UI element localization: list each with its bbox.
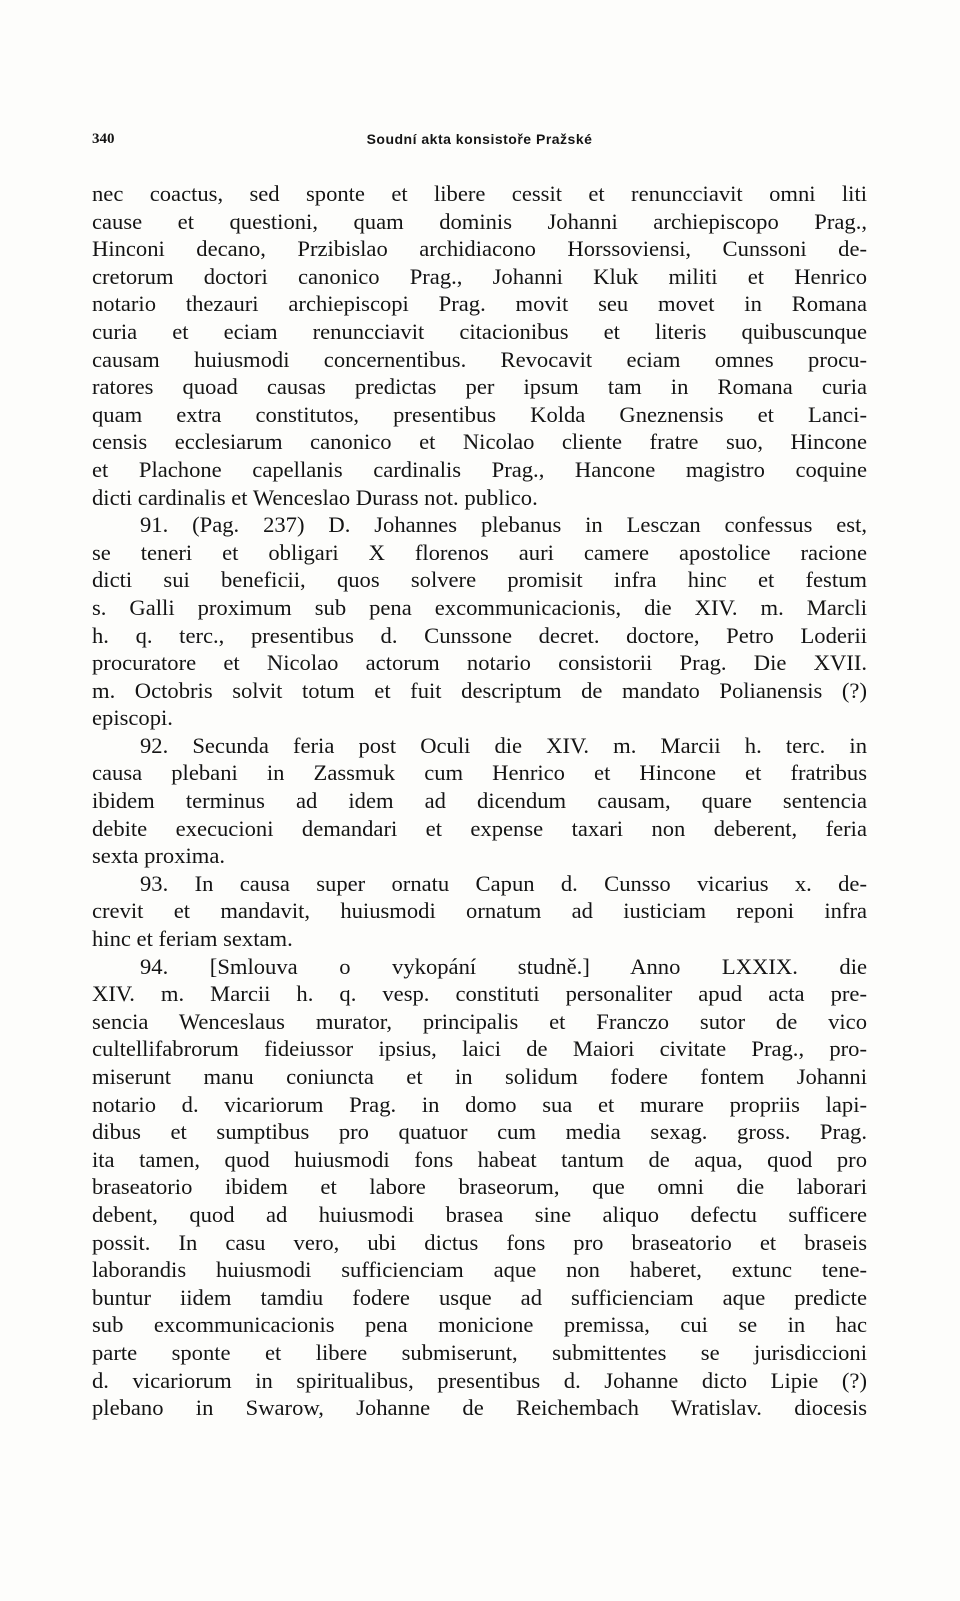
text-line: dicti sui beneficii, quos solvere promisit infra hinc et festum [92,567,867,593]
text-line: m. Octobris solvit totum et fuit descriptum de mandato Polianensis (?) [92,677,867,703]
text-line: miserunt manu coniuncta et in solidum fodere fontem Johanni [92,1064,867,1089]
text-line: episcopi. [92,705,173,731]
text-line: debent, quod ad huiusmodi brasea sine aliquo defectu sufficere [92,1201,867,1227]
page-number: 340 [92,131,115,147]
text-line: d. vicariorum in spiritualibus, presentibus d. Johanne dicto Lipie (?) [92,1367,867,1393]
text-line: cause et questioni, quam dominis Johanni archiepiscopo Prag., [92,208,867,234]
text-line: dicti cardinalis et Wenceslao Durass not. publico. [92,484,538,510]
text-line: sencia Wenceslaus murator, principalis et Franczo sutor de vico [92,1008,867,1034]
text-line: Hinconi decano, Przibislao archidiacono Horssoviensi, Cunssoni de- [92,236,867,262]
text-line: h. q. terc., presentibus d. Cunssone decret. doctore, Petro Loderii [92,622,867,648]
text-line: plebano in Swarow, Johanne de Reichembach Wratislav. diocesis [92,1395,867,1421]
text-line: notario d. vicariorum Prag. in domo sua et murare propriis lapi- [92,1091,867,1117]
text-line: sub excommunicacionis pena monicione premissa, cui se in hac [92,1312,867,1338]
text-line: hinc et feriam sextam. [92,926,293,952]
page-header [92,131,867,153]
text-line: censis ecclesiarum canonico et Nicolao cliente fratre suo, Hincone [92,429,867,455]
running-title: Soudní akta konsistoře Pražské [366,131,593,147]
text-line: ratores quoad causas predictas per ipsum tam in Romana curia [92,374,867,400]
text-line: et Plachone capellanis cardinalis Prag., Hancone magistro coquine [92,456,867,482]
entry-94-line: 94. [Smlouva o vykopání studně.] Anno LXXIX. die [140,953,867,979]
text-line: causam huiusmodi concernentibus. Revocavit eciam omnes procu- [92,346,867,372]
text-line: XIV. m. Marcii h. q. vesp. constituti personaliter apud acta pre- [92,981,867,1007]
text-line: parte sponte et libere submiserunt, submittentes se jurisdiccioni [92,1339,867,1365]
text-line: se teneri et obligari X florenos auri camere apostolice racione [92,539,867,565]
text-line: sexta proxima. [92,843,226,869]
text-line: cretorum doctori canonico Prag., Johanni Kluk militi et Henrico [92,263,867,289]
text-line: braseatorio ibidem et labore braseorum, que omni die laborari [92,1174,867,1200]
text-line: crevit et mandavit, huiusmodi ornatum ad iusticiam reponi infra [92,898,867,924]
text-line: ita tamen, quod huiusmodi fons habeat tantum de aqua, quod pro [92,1146,867,1172]
entry-92-line: 92. Secunda feria post Oculi die XIV. m. Marcii h. terc. in [140,732,867,758]
text-line: cultellifabrorum fideiussor ipsius, laici de Maiori civitate Prag., pro- [92,1036,867,1062]
text-line: curia et eciam renuncciavit citacionibus et literis quibuscunque [92,318,867,344]
text-line: s. Galli proximum sub pena excommunicacionis, die XIV. m. Marcli [92,594,867,620]
text-line: notario thezauri archiepiscopi Prag. movit seu movet in Romana [92,291,867,317]
text-line: possit. In casu vero, ubi dictus fons pro braseatorio et braseis [92,1229,867,1255]
text-line: ibidem terminus ad idem ad dicendum causam, quare sentencia [92,788,867,814]
text-line: quam extra constitutos, presentibus Kolda Gneznensis et Lanci- [92,401,867,427]
text-line: dibus et sumptibus pro quatuor cum media sexag. gross. Prag. [92,1119,867,1145]
text-line: laborandis huiusmodi sufficienciam aque non haberet, extunc tene- [92,1257,867,1283]
text-line: buntur iidem tamdiu fodere usque ad sufficienciam aque predicte [92,1284,867,1310]
text-line: causa plebani in Zassmuk cum Henrico et Hincone et fratribus [92,760,867,786]
entry-91-line: 91. (Pag. 237) D. Johannes plebanus in Lesczan confessus est, [140,512,867,538]
text-line: procuratore et Nicolao actorum notario consistorii Prag. Die XVII. [92,650,867,676]
text-line: nec coactus, sed sponte et libere cessit et renuncciavit omni liti [92,181,867,206]
text-line: debite execucioni demandari et expense taxari non deberent, feria [92,815,867,841]
entry-93-line: 93. In causa super ornatu Capun d. Cunsso vicarius x. de- [140,870,867,896]
body-text [92,180,867,1422]
